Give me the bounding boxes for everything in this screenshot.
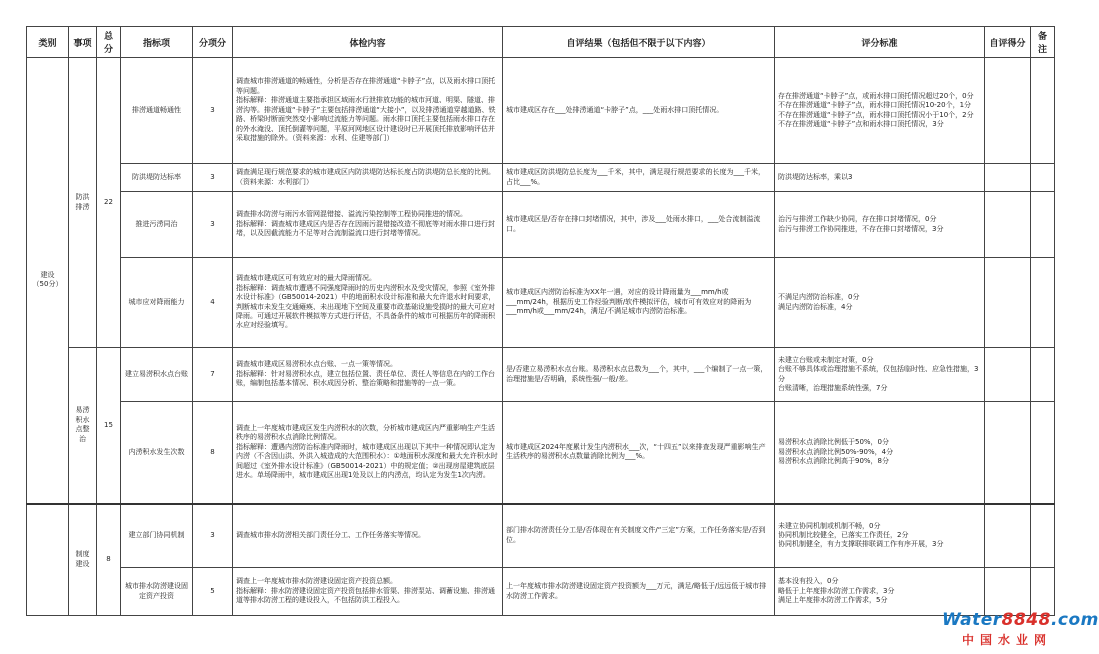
- header-standard: 评分标准: [775, 27, 985, 58]
- self-score-cell[interactable]: [985, 348, 1031, 402]
- group-total-cell: 8: [97, 504, 121, 616]
- points-cell: 4: [193, 258, 233, 348]
- content-cell: 调查上一年度城市排水防涝建设固定资产投资总额。 指标解释：排水防涝建设固定资产投资包括排水管渠、排涝泵站、调蓄设施、排涝通道等排水防涝工程的建设投入，不包括防洪工程投入。: [233, 568, 503, 616]
- points-cell: 8: [193, 402, 233, 504]
- content-cell: 调查城市排水防涝相关部门责任分工、工作任务落实等情况。: [233, 504, 503, 568]
- content-cell: 调查城市排涝通道的畅通性，分析是否存在排涝通道“卡脖子”点，以及雨水排口顶托等问题。 指标解释：排涝通道主要指承担区域雨水行泄排放功能的城市河道、明渠、隧道、排涝沟等。排涝通道“卡脖子”主要包括排涝通道“大接小”，以及排涝通道穿越道路、铁路、桥梁时断面突然变小影响过流能力等问题。雨水排口顶托主要包括雨水排口存在的外水淹没、顶托倒灌等问题，平原河网地区设计建设时已开展顶托排放影响评估并采取措施的除外。（资料来源：水利、住建等部门）: [233, 58, 503, 164]
- header-total: 总分: [97, 27, 121, 58]
- result-cell: 城市建成区是/否存在排口封堵情况，其中，涉及___处雨水排口，___处合流制溢流口。: [503, 192, 775, 258]
- remark-cell[interactable]: [1031, 58, 1055, 164]
- remark-cell[interactable]: [1031, 164, 1055, 192]
- indicator-cell: 城市排水防涝建设固定资产投资: [121, 568, 193, 616]
- indicator-cell: 推进污涝同治: [121, 192, 193, 258]
- points-cell: 5: [193, 568, 233, 616]
- watermark-brand-text: Water: [942, 610, 1002, 630]
- group-total-cell: 15: [97, 348, 121, 504]
- content-cell: 调查城市建成区易涝积水点台账、一点一策等情况。 指标解释：针对易涝积水点，建立包括位置、责任单位、责任人等信息在内的工作台账，编制包括基本情况、积水成因分析、整治策略和措施等的一点一策。: [233, 348, 503, 402]
- result-cell: 城市建成区2024年度累计发生内涝积水___次，“十四五”以来排查发现严重影响生产生活秩序的易涝积水点数量消除比例为___%。: [503, 402, 775, 504]
- header-indicator: 指标项: [121, 27, 193, 58]
- indicator-cell: 城市应对降雨能力: [121, 258, 193, 348]
- header-self-score: 自评得分: [985, 27, 1031, 58]
- content-cell: 调查排水防涝与雨污水管网混错接、溢流污染控制等工程协同推进的情况。 指标解释：调查城市建成区内是否存在因雨污混错接改造不彻底等对雨水排口进行封堵，以及因截流能力不足等对合流制溢流口进行封堵等情况。: [233, 192, 503, 258]
- category-cell-empty: [27, 504, 69, 616]
- result-cell: 部门排水防涝责任分工是/否体现在有关制度文件/“三定”方案，工作任务落实是/否到位。: [503, 504, 775, 568]
- remark-cell[interactable]: [1031, 258, 1055, 348]
- standard-cell: 易涝积水点消除比例低于50%，0分 易涝积水点消除比例50%-90%，4分 易涝积水点消除比例高于90%，8分: [775, 402, 985, 504]
- category-cell: 建设 （50分）: [27, 58, 69, 504]
- self-score-cell[interactable]: [985, 258, 1031, 348]
- remark-cell[interactable]: [1031, 568, 1055, 616]
- group-name-cell: 制度 建设: [69, 504, 97, 616]
- result-cell: 城市建成区存在___处排涝通道“卡脖子”点，___处雨水排口顶托情况。: [503, 58, 775, 164]
- header-remark: 备注: [1031, 27, 1055, 58]
- self-score-cell[interactable]: [985, 402, 1031, 504]
- indicator-cell: 排涝通道畅通性: [121, 58, 193, 164]
- points-cell: 3: [193, 504, 233, 568]
- table-row: [27, 192, 1055, 258]
- remark-cell[interactable]: [1031, 348, 1055, 402]
- standard-cell: 基本没有投入，0分 略低于上年度排水防涝工作需求，3分 满足上年度排水防涝工作需求，5分: [775, 568, 985, 616]
- remark-cell[interactable]: [1031, 504, 1055, 568]
- header-row: [27, 27, 1055, 58]
- header-item: 事项: [69, 27, 97, 58]
- self-score-cell[interactable]: [985, 192, 1031, 258]
- remark-cell[interactable]: [1031, 402, 1055, 504]
- self-score-cell[interactable]: [985, 568, 1031, 616]
- header-content: 体检内容: [233, 27, 503, 58]
- self-score-cell[interactable]: [985, 164, 1031, 192]
- header-category: 类别: [27, 27, 69, 58]
- indicator-cell: 建立易涝积水点台账: [121, 348, 193, 402]
- table-row: [27, 258, 1055, 348]
- watermark-brand: [942, 610, 1099, 630]
- standard-cell: 防洪堤防达标率，乘以3: [775, 164, 985, 192]
- points-cell: 3: [193, 164, 233, 192]
- content-cell: 调查上一年度城市建成区发生内涝积水的次数，分析城市建成区内严重影响生产生活秩序的易涝积水点消除比例情况。 指标解释：遭遇内涝防治标准内降雨时，城市建成区出现以下其中一种情况即认定为内涝（不含因山洪、外洪入城造成的大范围积水）：①地面积水深度和最大允许积水时间超过《室外排水设计标准》（GB50014-2021）中的规定值；②出现房屋建筑底层进水。单场降雨中，城市建成区出现1处及以上的内涝点，均认定为发生1次内涝。: [233, 402, 503, 504]
- standard-cell: 存在排涝通道“卡脖子”点，或雨水排口顶托情况超过20个，0分 不存在排涝通道“卡脖子”点，雨水排口顶托情况10-20个，1分 不存在排涝通道“卡脖子”点，雨水排口顶托情况小于10个，2分 不存在排涝通道“卡脖子”点和雨水排口顶托情况，3分: [775, 58, 985, 164]
- watermark-brand-suffix: .com: [1050, 610, 1099, 630]
- result-cell: 是/否建立易涝积水点台账。易涝积水点总数为___个，其中，___个编制了一点一策，治理措施是/否明确，系统性强/一般/差。: [503, 348, 775, 402]
- evaluation-table: [26, 26, 1055, 616]
- watermark-cn: 中国水业网: [961, 633, 1052, 647]
- standard-cell: 未建立协同机制或机制不畅，0分 协同机制比较健全，已落实工作责任，2分 协同机制健全，有力支撑联排联调工作有序开展，3分: [775, 504, 985, 568]
- table-row: [27, 348, 1055, 402]
- indicator-cell: 防洪堤防达标率: [121, 164, 193, 192]
- watermark-logo: [942, 610, 1099, 648]
- table-row: [27, 402, 1055, 504]
- table-row: [27, 164, 1055, 192]
- result-cell: 城市建成区防洪堤防总长度为___千米，其中，满足现行规范要求的长度为___千米，占比___%。: [503, 164, 775, 192]
- table-row: [27, 568, 1055, 616]
- indicator-cell: 内涝积水发生次数: [121, 402, 193, 504]
- header-points: 分项分: [193, 27, 233, 58]
- standard-cell: 治污与排涝工作缺少协同，存在排口封堵情况，0分 治污与排涝工作协同推进，不存在排口封堵情况，3分: [775, 192, 985, 258]
- table-row: [27, 58, 1055, 164]
- result-cell: 城市建成区内涝防治标准为XX年一遇，对应的设计降雨量为___mm/h或___mm/24h，根据历史工作经验判断/软件模拟评估，城市可有效应对的降雨为___mm/h或___mm/24h，满足/不满足城市内涝防治标准。: [503, 258, 775, 348]
- watermark-brand-number: 8848: [1001, 610, 1051, 630]
- group-name-cell: 易涝 积水 点整 治: [69, 348, 97, 504]
- points-cell: 3: [193, 192, 233, 258]
- points-cell: 3: [193, 58, 233, 164]
- content-cell: 调查满足现行规范要求的城市建成区内防洪堤防达标长度占防洪堤防总长度的比例。（资料来源：水利部门）: [233, 164, 503, 192]
- header-result: 自评结果（包括但不限于以下内容）: [503, 27, 775, 58]
- self-score-cell[interactable]: [985, 504, 1031, 568]
- result-cell: 上一年度城市排水防涝建设固定资产投资额为___万元，满足/略低于/远远低于城市排水防涝工作需求。: [503, 568, 775, 616]
- standard-cell: 不满足内涝防治标准，0分 满足内涝防治标准，4分: [775, 258, 985, 348]
- points-cell: 7: [193, 348, 233, 402]
- content-cell: 调查城市建成区可有效应对的最大降雨情况。 指标解释：调查城市遭遇不同强度降雨时的历史内涝积水及受灾情况，参照《室外排水设计标准》（GB50014-2021）中的地面积水设计标准和最大允许退水时间要求，判断城市未发生交通瘫痪、未出现地下空间及重要市政基础设施受损时的最大可应对降雨。可通过开展软件模拟等方式进行评估，不具备条件的城市可根据历年的降雨积水应对经验填写。: [233, 258, 503, 348]
- self-score-cell[interactable]: [985, 58, 1031, 164]
- indicator-cell: 建立部门协同机制: [121, 504, 193, 568]
- standard-cell: 未建立台账或未制定对策，0分 台账不够具体或治理措施不系统，仅包括临时性、应急性措施，3分 台账清晰，治理措施系统性强，7分: [775, 348, 985, 402]
- group-total-cell: 22: [97, 58, 121, 348]
- table-row: [27, 504, 1055, 568]
- group-name-cell: 防洪 排涝: [69, 58, 97, 348]
- remark-cell[interactable]: [1031, 192, 1055, 258]
